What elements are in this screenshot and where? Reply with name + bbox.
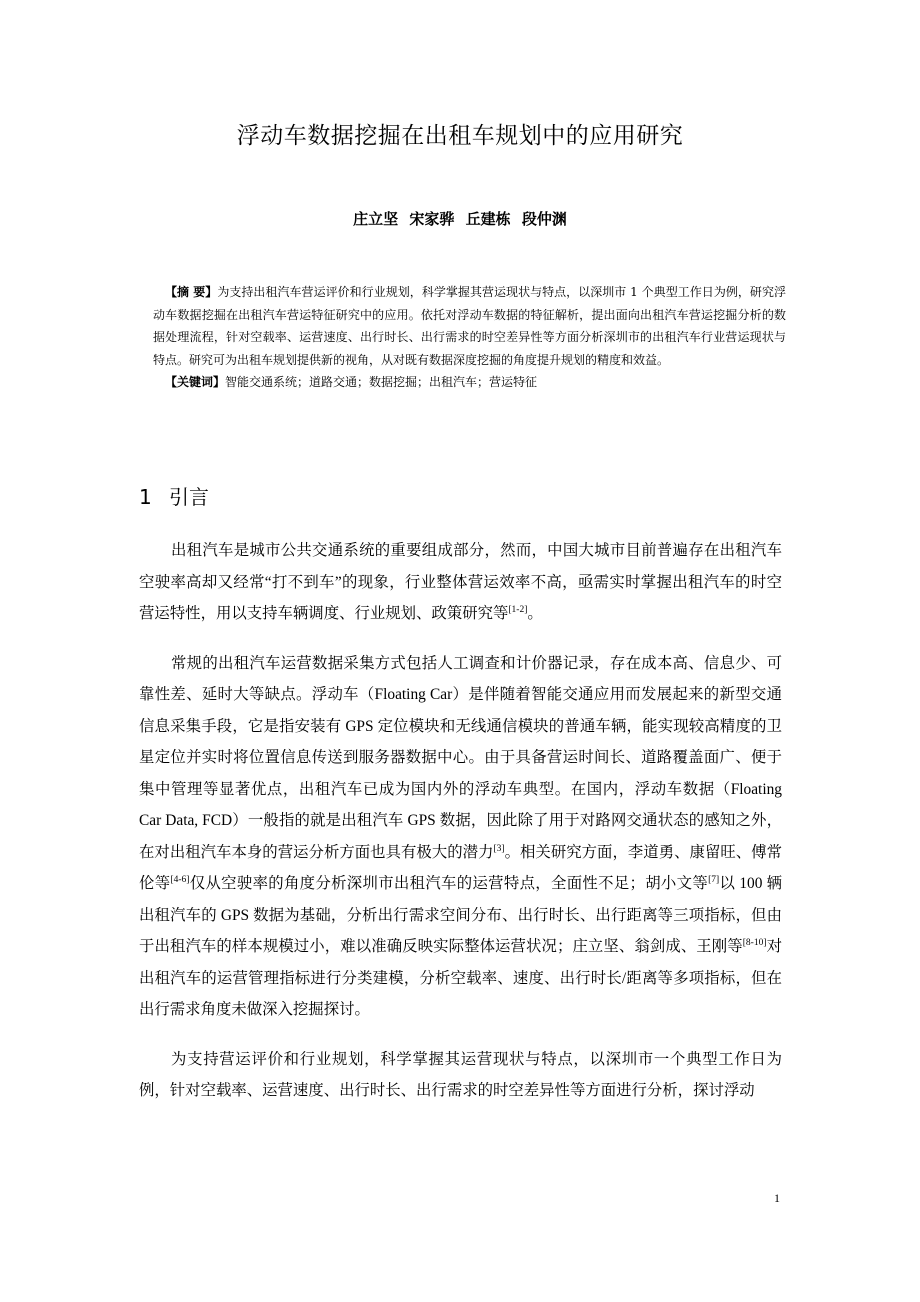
abstract-text: 为支持出租汽车营运评价和行业规划，科学掌握其营运现状与特点，以深圳市 1 个典型工作日为例，研究浮动车数据挖掘在出租汽车营运特征研究中的应用。依托对浮动车数据的特征解析，提出面向出租汽车营运挖掘分析的数据处理流程，针对空载率、运营速度、出行时长、出行需求的时空差异性等方面分析深圳市的出租汽车行业营运现状与特点。研究可为出租车规划提供新的视角，从对既有数据深度挖掘的角度提升规划的精度和效益。 <box>153 285 786 367</box>
body-paragraph <box>139 535 782 630</box>
abstract-paragraph <box>153 281 786 371</box>
abstract-block <box>153 281 786 394</box>
body-paragraph <box>139 648 782 1026</box>
page-number: 1 <box>774 1191 780 1205</box>
author-name: 庄立坚 <box>353 210 399 228</box>
section-title: 引言 <box>169 485 209 509</box>
citation: [1-2] <box>508 605 528 615</box>
text-run: 。相关研究方面，李道勇、康留旺、傅常伦等 <box>139 843 782 892</box>
text-run: 。 <box>527 605 543 622</box>
keywords-paragraph <box>153 371 786 394</box>
author-list <box>0 207 920 231</box>
text-run: 仅从空驶率的角度分析深圳市出租汽车的运营特点，全面性不足；胡小文等 <box>189 875 709 892</box>
paper-title: 浮动车数据挖掘在出租车规划中的应用研究 <box>236 123 684 149</box>
author-name: 宋家骅 <box>409 210 455 228</box>
citation: [3] <box>493 843 505 854</box>
text-run: 对出租汽车的运营管理指标进行分类建模，分析空载率、速度、出行时长/距离等多项指标，但在出行需求角度未做深入挖掘探讨。 <box>139 938 782 1018</box>
body-paragraph <box>139 1044 782 1107</box>
text-run: 为支持营运评价和行业规划，科学掌握其运营现状与特点，以深圳市一个典型工作日为例，针对空载率、运营速度、出行时长、出行需求的时空差异性等方面进行分析，探讨浮动 <box>139 1050 782 1099</box>
citation: [4-6] <box>170 875 190 885</box>
text-run: 以 100 辆出租汽车的 GPS 数据为基础，分析出行需求空间分布、出行时长、出行距离等三项指标，但由于出租汽车的样本规模过小，难以准确反映实际整体运营状况；庄立坚、翁剑成、王刚等 <box>139 875 782 955</box>
author-name: 丘建栋 <box>465 210 511 228</box>
body-text <box>139 535 782 1125</box>
citation: [7] <box>708 875 720 885</box>
section-heading <box>139 482 209 512</box>
author-name: 段仲渊 <box>521 210 567 228</box>
keywords-text: 智能交通系统；道路交通；数据挖掘；出租汽车；营运特征 <box>225 375 538 389</box>
abstract-label: 【摘 要】 <box>165 285 218 299</box>
keywords-label: 【关键词】 <box>165 375 226 389</box>
text-run: 常规的出租汽车运营数据采集方式包括人工调查和计价器记录，存在成本高、信息少、可靠性差、延时大等缺点。浮动车（Floating Car）是伴随着智能交通应用而发展起来的新型交通信息采集手段，它是指安装有 GPS 定位模块和无线通信模块的普通车辆，能实现较高精度的卫星定位并实时将位置信息传送到服务器数据中心。由于具备营运时间长、道路覆盖面广、便于集中管理等显著优点，出租汽车已成为国内外的浮动车典型。在国内，浮动车数据（Floating Car Data, FCD）一般指的就是出租汽车 GPS 数据，因此除了用于对路网交通状态的感知之外，在对出租汽车本身的营运分析方面也具有极大的潜力 <box>139 654 782 861</box>
text-run: 出租汽车是城市公共交通系统的重要组成部分，然而，中国大城市目前普遍存在出租汽车空驶率高却又经常“打不到车”的现象，行业整体营运效率不高，亟需实时掌握出租汽车的时空营运特性，用以支持车辆调度、行业规划、政策研究等 <box>139 542 782 622</box>
citation: [8-10] <box>742 938 767 948</box>
section-number: 1 <box>139 485 152 509</box>
